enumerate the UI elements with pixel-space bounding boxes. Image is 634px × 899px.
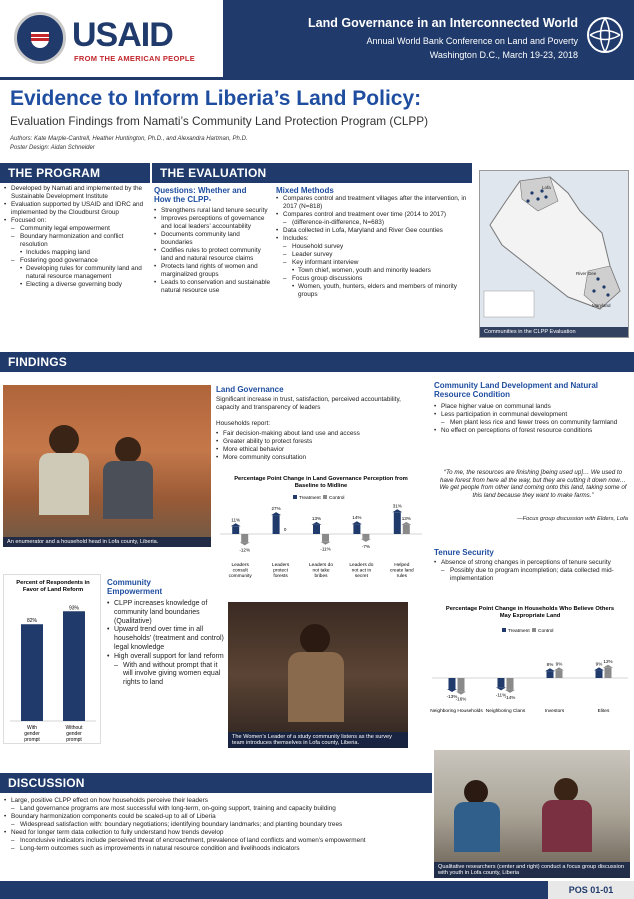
list-item: – Key informant interview bbox=[276, 259, 472, 267]
bar-arrowhead bbox=[505, 690, 515, 693]
questions-heading: Questions: Whether and How the CLPP- bbox=[154, 186, 247, 204]
category-label: Neighboring Households bbox=[430, 709, 483, 714]
program-heading: THE PROGRAM bbox=[0, 163, 150, 183]
bar-arrowhead bbox=[496, 687, 506, 690]
conference-subtitle: Annual World Bank Conference on Land and Poverty bbox=[366, 36, 578, 46]
data-label: 0 bbox=[283, 527, 287, 532]
bar-treatment bbox=[353, 524, 360, 534]
poster-title: Evidence to Inform Liberia’s Land Policy: bbox=[10, 87, 422, 110]
data-label: 14% bbox=[352, 515, 362, 521]
legend-swatch bbox=[323, 495, 327, 499]
list-item: • Data collected in Lofa, Maryland and River Gee counties bbox=[276, 227, 472, 235]
bar-arrowhead bbox=[594, 667, 604, 670]
footer-bar bbox=[0, 881, 634, 899]
chart-title: Percent of Respondents in bbox=[16, 580, 90, 586]
map-label-maryland: Maryland bbox=[592, 303, 611, 308]
list-item: • Upward trend over time in all households’ (treatment and control) legal knowledge bbox=[107, 626, 225, 652]
list-item: • Strengthens rural land tenure security bbox=[154, 207, 272, 215]
legend-swatch bbox=[532, 628, 536, 632]
poster-subtitle: Evaluation Findings from Namati’s Community Land Protection Program (CLPP) bbox=[10, 114, 429, 128]
category-label: Leaders do bbox=[349, 563, 374, 568]
bar-arrowhead bbox=[401, 522, 411, 525]
list-item: – Land governance programs are most successful with long-term, on-going support, training and capacity building bbox=[4, 805, 432, 813]
bar-arrowhead bbox=[545, 668, 555, 671]
discussion-list bbox=[4, 797, 432, 853]
chart-title: Favor of Land Reform bbox=[22, 587, 84, 593]
list-item: – Inconclusive indicators include perceived threat of encroachment, prevalence of land conflicts and women’s empowerment bbox=[4, 837, 432, 845]
list-item: – With and without prompt that it will involve giving women equal rights to land bbox=[107, 662, 225, 688]
tenure-heading: Tenure Security bbox=[434, 548, 494, 557]
list-item: • Compares control and treatment villages after the intervention, in 2017 (N=818) bbox=[276, 195, 472, 211]
category-label: With bbox=[27, 725, 37, 731]
methods-heading: Mixed Methods bbox=[276, 186, 334, 195]
list-item: – Boundary harmonization and conflict resolution bbox=[4, 233, 146, 249]
data-label: -14% bbox=[504, 694, 516, 700]
list-item: • Focused on: bbox=[4, 217, 146, 225]
land-reform-chart-svg bbox=[4, 575, 102, 745]
list-item: • No effect on perceptions of forest resource conditions bbox=[434, 427, 630, 435]
list-item: • More community consultation bbox=[216, 454, 421, 462]
photo-focus-group-caption: Qualitative researchers (center and right) conduct a focus group discussion with youth in Lofa county, Liberia bbox=[434, 862, 630, 878]
map-label-lofa: Lofa bbox=[542, 185, 551, 190]
bar-treatment bbox=[394, 512, 401, 534]
land-gov-list bbox=[216, 430, 421, 462]
list-item: • Less participation in communal development bbox=[434, 411, 630, 419]
map-label-river-gee: River Gee bbox=[576, 271, 597, 276]
land-gov-lead: Significant increase in trust, satisfaction, perceived accountability, capacity and transparency of leaders bbox=[216, 396, 401, 411]
usaid-logo-text: USAID bbox=[72, 16, 173, 54]
bar-arrowhead bbox=[361, 539, 371, 542]
conference-location: Washington D.C., March 19-23, 2018 bbox=[429, 50, 578, 60]
legend-swatch bbox=[293, 495, 297, 499]
data-label: -12% bbox=[239, 547, 251, 553]
category-label: Leaders bbox=[231, 563, 249, 568]
bar-treatment bbox=[596, 670, 603, 678]
list-item: • Women, youth, hunters, elders and members of minority groups bbox=[276, 283, 472, 299]
list-item: • Place higher value on communal lands bbox=[434, 403, 630, 411]
cld-heading: Community Land Development and Natural Resource Condition bbox=[434, 381, 599, 399]
category-label: Leaders do bbox=[308, 563, 334, 568]
data-label: 13% bbox=[401, 515, 411, 521]
bar-control bbox=[556, 670, 563, 678]
cld-list bbox=[434, 403, 630, 435]
bar-treatment bbox=[498, 678, 505, 687]
category-label: create land bbox=[389, 568, 414, 574]
conference-banner bbox=[223, 0, 634, 80]
bar-control bbox=[241, 534, 248, 542]
list-item: – Household survey bbox=[276, 243, 472, 251]
usaid-logo-subtext: FROM THE AMERICAN PEOPLE bbox=[74, 54, 196, 63]
legend-label: Control bbox=[329, 496, 345, 501]
list-item: – Leader survey bbox=[276, 251, 472, 259]
photo-enumerator-caption: An enumerator and a household head in Lofa county, Liberia. bbox=[3, 537, 211, 547]
empowerment-heading: Community Empowerment bbox=[107, 578, 163, 596]
conference-title: Land Governance in an Interconnected World bbox=[308, 16, 578, 30]
category-label: prompt bbox=[66, 737, 82, 743]
authors: Authors: Kate Marple-Cantrell, Heather Huntington, Ph.D., and Alexandra Hartman, Ph.D. bbox=[10, 136, 248, 142]
category-label: consult bbox=[232, 568, 248, 574]
photo-focus-group bbox=[434, 750, 630, 878]
seal-shield bbox=[31, 26, 49, 48]
list-item: • Includes: bbox=[276, 235, 472, 243]
program-list bbox=[4, 185, 146, 289]
bar-control bbox=[322, 534, 329, 542]
discussion-heading: DISCUSSION bbox=[0, 773, 432, 793]
bar-arrowhead bbox=[447, 689, 457, 692]
category-label: Elites bbox=[597, 709, 610, 714]
chart-title: Percentage Point Change in Households Who Believe Others bbox=[445, 606, 615, 612]
bar-arrowhead bbox=[456, 692, 466, 695]
land-reform-chart bbox=[3, 574, 101, 744]
list-item: • CLPP increases knowledge of community land boundaries (Qualitative) bbox=[107, 600, 225, 626]
list-item: • Greater ability to protect forests bbox=[216, 438, 421, 446]
bar-treatment bbox=[547, 671, 554, 678]
bar-control bbox=[403, 525, 410, 534]
category-label: rules bbox=[396, 574, 408, 580]
evaluation-heading: THE EVALUATION bbox=[152, 163, 472, 183]
land-gov-chart-svg bbox=[216, 472, 426, 584]
data-label: -11% bbox=[320, 546, 331, 552]
list-item: – Possibly due to program incompletion; data collected mid-implementation bbox=[434, 567, 624, 583]
bar-control bbox=[458, 678, 465, 692]
cld-quote-source: —Focus group discussion with Elders, Lofa bbox=[516, 516, 628, 522]
bar-arrowhead bbox=[392, 509, 402, 512]
cld-quote: “To me, the resources are finishing [being used up]… We used to have forest from here all the way, but they are cutting it down now… We get people from other land coming onto this land, taking some of this land because they want to make farms.” bbox=[439, 469, 627, 499]
photo-enumerator bbox=[3, 385, 211, 547]
data-label: 8% bbox=[546, 662, 554, 668]
data-label: 9% bbox=[595, 661, 603, 667]
land-gov-report-head: Households report: bbox=[216, 420, 270, 427]
bar-arrowhead bbox=[271, 512, 281, 515]
bar-arrowhead bbox=[352, 521, 362, 524]
bar-arrowhead bbox=[312, 522, 322, 525]
legend-swatch bbox=[502, 628, 506, 632]
list-item: • Codifies rules to protect community land and natural resource claims bbox=[154, 247, 272, 263]
data-label: 31% bbox=[392, 503, 402, 509]
list-item: • Large, positive CLPP effect on how households perceive their leaders bbox=[4, 797, 432, 805]
bar-treatment bbox=[232, 526, 239, 534]
world-bank-logo-icon bbox=[586, 16, 624, 54]
data-label: 27% bbox=[271, 506, 281, 512]
data-label: 9% bbox=[555, 661, 563, 667]
data-label: 82% bbox=[26, 618, 38, 625]
category-label: bribes bbox=[314, 574, 328, 580]
category-label: protect bbox=[273, 568, 288, 574]
logo-block bbox=[0, 0, 223, 80]
photo-womens-leader bbox=[228, 602, 408, 748]
legend-label: Treatment bbox=[299, 496, 321, 501]
data-label: 93% bbox=[68, 605, 80, 612]
bar-arrowhead bbox=[603, 665, 613, 668]
category-label: gender bbox=[66, 731, 82, 737]
list-item: – Fostering good governance bbox=[4, 257, 146, 265]
category-label: not take bbox=[312, 568, 330, 574]
land-gov-heading: Land Governance bbox=[216, 385, 284, 394]
bar-treatment bbox=[273, 515, 280, 534]
category-label: gender bbox=[24, 731, 40, 737]
category-label: Investors bbox=[544, 709, 565, 714]
data-label: 12% bbox=[603, 658, 613, 664]
category-label: forests bbox=[273, 574, 288, 580]
bar-control bbox=[605, 668, 612, 678]
category-label: Neighboring Clans bbox=[485, 709, 526, 714]
list-item: • Electing a diverse governing body bbox=[4, 281, 146, 289]
bar-arrowhead bbox=[231, 523, 241, 526]
list-item: • Absence of strong changes in perceptions of tenure security bbox=[434, 559, 624, 567]
list-item: • Fair decision-making about land use and access bbox=[216, 430, 421, 438]
poster-design: Poster Design: Aidan Schneider bbox=[10, 145, 95, 151]
list-item: • High overall support for land reform bbox=[107, 653, 225, 662]
questions-list bbox=[154, 207, 272, 295]
bar bbox=[21, 624, 43, 721]
chart-title: Percentage Point Change in Land Governance Perception from bbox=[234, 476, 408, 482]
data-label: -16% bbox=[455, 696, 467, 702]
liberia-map bbox=[479, 170, 629, 338]
list-item: • Documents community land boundaries bbox=[154, 231, 272, 247]
list-item: • More ethical behavior bbox=[216, 446, 421, 454]
list-item: • Evaluation supported by USAID and IDRC and implemented by the Cloudburst Group bbox=[4, 201, 146, 217]
bar-treatment bbox=[449, 678, 456, 689]
list-item: • Town chief, women, youth and minority leaders bbox=[276, 267, 472, 275]
expropriate-chart-svg bbox=[428, 602, 632, 722]
poster-id: POS 01-01 bbox=[548, 881, 634, 899]
bar-arrowhead bbox=[321, 542, 331, 545]
legend-label: Treatment bbox=[508, 629, 530, 634]
list-item: – Community legal empowerment bbox=[4, 225, 146, 233]
usaid-seal bbox=[14, 12, 66, 64]
list-item: • Developing rules for community land and natural resource management bbox=[4, 265, 146, 281]
findings-heading: FINDINGS bbox=[0, 352, 634, 372]
expropriate-chart bbox=[428, 602, 632, 722]
data-label: -7% bbox=[361, 543, 370, 549]
bar-control bbox=[507, 678, 514, 690]
category-label: Helped bbox=[394, 563, 410, 568]
empowerment-list bbox=[107, 600, 225, 688]
list-item: – Men plant less rice and fewer trees on community farmland bbox=[434, 419, 630, 427]
land-gov-chart bbox=[216, 472, 426, 584]
bar bbox=[63, 611, 85, 721]
list-item: • Improves perceptions of governance and local leaders’ accountability bbox=[154, 215, 272, 231]
data-label: -13% bbox=[446, 694, 458, 700]
tenure-list bbox=[434, 559, 624, 583]
legend-label: Control bbox=[538, 629, 554, 634]
list-item: • Need for longer term data collection to fully understand how trends develop bbox=[4, 829, 432, 837]
bar-arrowhead bbox=[240, 542, 250, 545]
chart-title: Baseline to Midline bbox=[294, 483, 348, 489]
bar-treatment bbox=[313, 525, 320, 534]
data-label: -11% bbox=[495, 692, 507, 698]
list-item: • Compares control and treatment over time (2014 to 2017) bbox=[276, 211, 472, 219]
bar-arrowhead bbox=[554, 667, 564, 670]
list-item: – Long-term outcomes such as improvements in natural resource condition and livelihoods indicators bbox=[4, 845, 432, 853]
list-item: • Leads to conservation and sustainable natural resource use bbox=[154, 279, 272, 295]
bar-control bbox=[362, 534, 369, 539]
map-caption: Communities in the CLPP Evaluation bbox=[480, 327, 628, 337]
list-item: • Boundary harmonization components could be scaled-up to all of Liberia bbox=[4, 813, 432, 821]
category-label: not act in bbox=[351, 568, 372, 574]
category-label: secret bbox=[354, 574, 368, 580]
methods-list bbox=[276, 195, 472, 299]
category-label: community bbox=[228, 574, 252, 580]
list-item: • Protects land rights of women and marginalized groups bbox=[154, 263, 272, 279]
photo-womens-leader-caption: The Women’s Leader of a study community listens as the survey team introduces themselves in Lofa county, Liberia. bbox=[228, 732, 408, 748]
category-label: Without bbox=[65, 725, 83, 731]
list-item: • Includes mapping land bbox=[4, 249, 146, 257]
list-item: • Developed by Namati and implemented by the Sustainable Development Institute bbox=[4, 185, 146, 201]
category-label: prompt bbox=[24, 737, 40, 743]
list-item: – (difference-in-difference, N=683) bbox=[276, 219, 472, 227]
list-item: – Focus group discussions bbox=[276, 275, 472, 283]
data-label: 13% bbox=[311, 515, 322, 521]
data-label: 11% bbox=[231, 517, 241, 523]
list-item: – Widespread satisfaction with: boundary negotiations; identifying boundary landmarks; and planting boundary trees bbox=[4, 821, 432, 829]
chart-title: May Expropriate Land bbox=[499, 613, 561, 619]
map-shape bbox=[480, 171, 630, 323]
category-label: Leaders bbox=[271, 563, 290, 568]
